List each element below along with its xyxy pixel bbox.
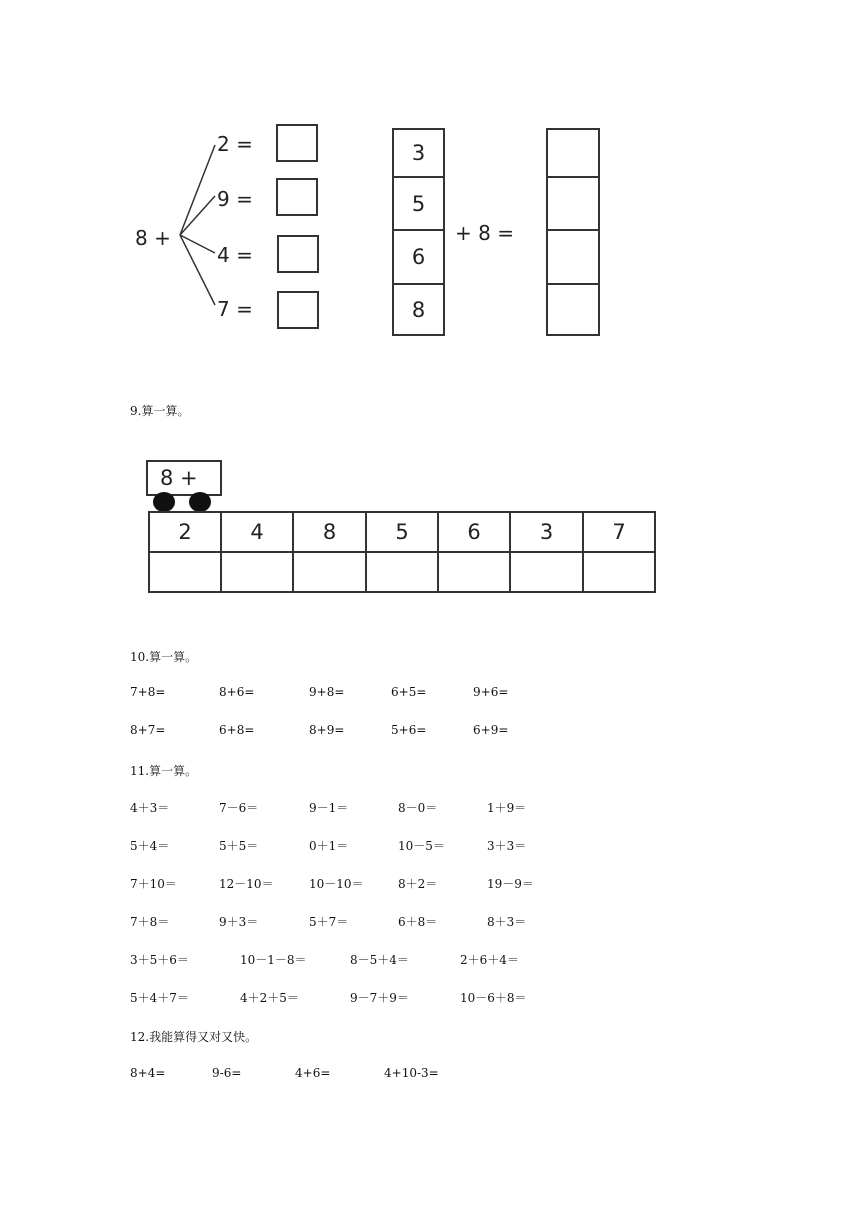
equation: 12－10＝ bbox=[219, 877, 274, 891]
equation: 6+8= bbox=[219, 723, 255, 737]
equation: 4＋2＋5＝ bbox=[240, 991, 299, 1005]
branch-label: 2 = bbox=[217, 132, 253, 156]
branch-label: 9 = bbox=[217, 187, 253, 211]
number-cell: 5 bbox=[365, 511, 439, 553]
result-cell[interactable] bbox=[546, 229, 600, 285]
equation: 1＋9＝ bbox=[487, 801, 527, 815]
equation: 9－1＝ bbox=[309, 801, 349, 815]
number-cell: 7 bbox=[582, 511, 656, 553]
equation: 7＋10＝ bbox=[130, 877, 177, 891]
answer-box[interactable] bbox=[276, 124, 318, 162]
equation: 8+9= bbox=[309, 723, 345, 737]
equation: 9+6= bbox=[473, 685, 509, 699]
equation: 0＋1＝ bbox=[309, 839, 349, 853]
equation: 9-6= bbox=[212, 1066, 242, 1080]
equation: 5＋4＋7＝ bbox=[130, 991, 189, 1005]
equation: 5＋7＝ bbox=[309, 915, 349, 929]
stack-cell: 6 bbox=[392, 229, 445, 285]
equation: 6＋8＝ bbox=[398, 915, 438, 929]
number-cell: 2 bbox=[148, 511, 222, 553]
answer-cell[interactable] bbox=[292, 551, 367, 593]
equation: 9＋3＝ bbox=[219, 915, 259, 929]
equation: 4+10-3= bbox=[384, 1066, 439, 1080]
equation: 8－5＋4＝ bbox=[350, 953, 409, 967]
question-12-title: 12.我能算得又对又快。 bbox=[130, 1030, 258, 1044]
equation: 7－6＝ bbox=[219, 801, 259, 815]
branch-label: 4 = bbox=[217, 243, 253, 267]
result-cell[interactable] bbox=[546, 128, 600, 178]
equation: 8+7= bbox=[130, 723, 166, 737]
equation: 10－1－8＝ bbox=[240, 953, 307, 967]
equation: 6+5= bbox=[391, 685, 427, 699]
result-cell[interactable] bbox=[546, 176, 600, 231]
number-cell: 4 bbox=[220, 511, 294, 553]
equation: 19－9＝ bbox=[487, 877, 534, 891]
equation: 4＋3＝ bbox=[130, 801, 170, 815]
equation: 6+9= bbox=[473, 723, 509, 737]
answer-box[interactable] bbox=[277, 291, 319, 329]
answer-cell[interactable] bbox=[220, 551, 294, 593]
stack-cell: 5 bbox=[392, 176, 445, 231]
question-10-title: 10.算一算。 bbox=[130, 650, 198, 664]
plus-expression: + 8 = bbox=[455, 221, 514, 245]
equation: 9+8= bbox=[309, 685, 345, 699]
equation: 10－6＋8＝ bbox=[460, 991, 527, 1005]
equation: 8+4= bbox=[130, 1066, 166, 1080]
equation: 9－7＋9＝ bbox=[350, 991, 409, 1005]
equation: 8＋3＝ bbox=[487, 915, 527, 929]
equation: 7＋8＝ bbox=[130, 915, 170, 929]
equation: 7+8= bbox=[130, 685, 166, 699]
branch-label: 7 = bbox=[217, 297, 253, 321]
answer-cell[interactable] bbox=[437, 551, 511, 593]
equation: 2＋6＋4＝ bbox=[460, 953, 519, 967]
result-cell[interactable] bbox=[546, 283, 600, 336]
answer-cell[interactable] bbox=[148, 551, 222, 593]
left-expression: 8 + bbox=[135, 226, 171, 250]
answer-cell[interactable] bbox=[582, 551, 656, 593]
question-9-title: 9.算一算。 bbox=[130, 404, 190, 418]
train-cart: 8 + bbox=[146, 460, 222, 496]
answer-box[interactable] bbox=[277, 235, 319, 273]
equation: 10－5＝ bbox=[398, 839, 445, 853]
equation: 10－10＝ bbox=[309, 877, 364, 891]
equation: 5＋5＝ bbox=[219, 839, 259, 853]
answer-cell[interactable] bbox=[509, 551, 584, 593]
equation: 4+6= bbox=[295, 1066, 331, 1080]
equation: 3＋3＝ bbox=[487, 839, 527, 853]
number-cell: 8 bbox=[292, 511, 367, 553]
equation: 3＋5＋6＝ bbox=[130, 953, 189, 967]
equation: 8＋2＝ bbox=[398, 877, 438, 891]
stack-cell: 3 bbox=[392, 128, 445, 178]
answer-cell[interactable] bbox=[365, 551, 439, 593]
equation: 8－0＝ bbox=[398, 801, 438, 815]
equation: 8+6= bbox=[219, 685, 255, 699]
number-cell: 3 bbox=[509, 511, 584, 553]
question-11-title: 11.算一算。 bbox=[130, 764, 198, 778]
number-cell: 6 bbox=[437, 511, 511, 553]
equation: 5+6= bbox=[391, 723, 427, 737]
answer-box[interactable] bbox=[276, 178, 318, 216]
stack-cell: 8 bbox=[392, 283, 445, 336]
equation: 5＋4＝ bbox=[130, 839, 170, 853]
